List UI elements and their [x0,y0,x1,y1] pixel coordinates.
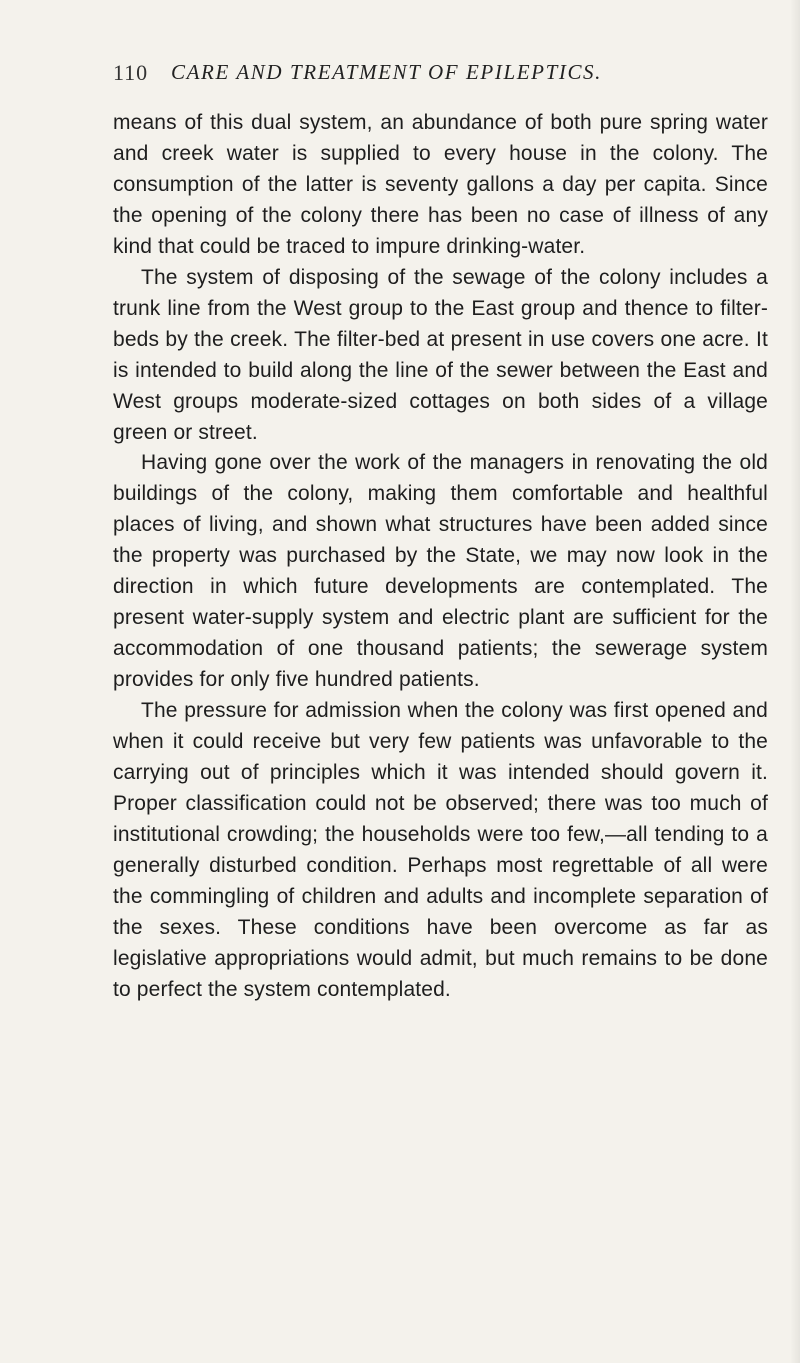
paragraph-1: means of this dual system, an abundance of both pure spring water and creek water is supplied to every house in the colony. The consumption of the latter is seventy gallons a day per capita. Since the opening of the colony there has been no case of illness of any kind that could be traced to impure drinking-water. [113,111,768,258]
paragraph-3: Having gone over the work of the managers in renovating the old buildings of the colony, making them comfortable and healthful places of living, and shown what structures have been added since the property was purchased by the State, we may now look in the direction in which future developments are contemplated. The present water-supply system and electric plant are sufficient for the accommodation of one thousand patients; the sewerage system provides for only five hundred patients. [113,451,768,692]
running-title: CARE AND TREATMENT OF EPILEPTICS. [171,60,603,84]
running-head [113,60,773,92]
page-number: 110 [113,60,149,85]
body-text [113,108,768,1006]
page-edge-shadow [790,0,800,1363]
paragraph-2: The system of disposing of the sewage of the colony includes a trunk line from the West group to the East group and thence to filter-beds by the creek. The filter-bed at present in use covers one acre. It is intended to build along the line of the sewer between the East and West groups moderate-sized cottages on both sides of a village green or street. [113,265,768,444]
paragraph-4: The pressure for admission when the colony was first opened and when it could receive but very few patients was unfavorable to the carrying out of principles which it was intended should govern it. Proper classification could not be observed; there was too much of institutional crowding; the households were too few,—all tending to a generally disturbed condition. Perhaps most regrettable of all were the commingling of children and adults and incomplete separation of the sexes. These conditions have been overcome as far as legislative appropriations would admit, but much remains to be done to perfect the system contemplated. [113,699,768,1001]
